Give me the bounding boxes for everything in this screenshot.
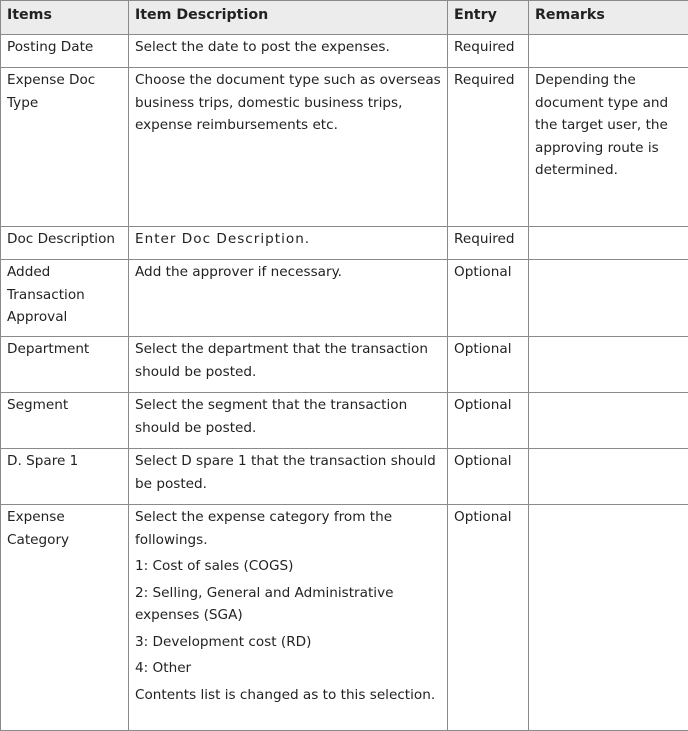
table-row — [1, 337, 688, 393]
cell-item: D. Spare 1 — [1, 449, 129, 505]
cell-entry: Optional — [448, 449, 529, 505]
description-paragraph: 3: Development cost (RD) — [135, 631, 441, 654]
description-paragraph: Contents list is changed as to this selection. — [135, 684, 441, 707]
table-row — [1, 449, 688, 505]
cell-description: Add the approver if necessary. — [129, 260, 448, 337]
cell-description: Select the department that the transaction should be posted. — [129, 337, 448, 393]
cell-remarks: Depending the document type and the target user, the approving route is determined. — [529, 68, 688, 227]
table-row — [1, 35, 688, 68]
header-items: Items — [1, 1, 129, 35]
cell-remarks — [529, 227, 688, 260]
table-row — [1, 505, 688, 731]
table-row — [1, 227, 688, 260]
cell-description: Select D spare 1 that the transaction should be posted. — [129, 449, 448, 505]
cell-description: Choose the document type such as overseas business trips, domestic business trips, expense reimbursements etc. — [129, 68, 448, 227]
header-item-description: Item Description — [129, 1, 448, 35]
cell-entry: Optional — [448, 393, 529, 449]
cell-item: Doc Description — [1, 227, 129, 260]
cell-description: Select the segment that the transaction should be posted. — [129, 393, 448, 449]
cell-entry: Required — [448, 68, 529, 227]
description-paragraph: 4: Other — [135, 657, 441, 680]
description-paragraph: Select the expense category from the followings. — [135, 506, 441, 551]
table-row — [1, 68, 688, 227]
cell-remarks — [529, 260, 688, 337]
cell-entry: Optional — [448, 505, 529, 731]
header-entry: Entry — [448, 1, 529, 35]
cell-remarks — [529, 505, 688, 731]
cell-item: Segment — [1, 393, 129, 449]
cell-item: Added Transaction Approval — [1, 260, 129, 337]
cell-entry: Optional — [448, 337, 529, 393]
cell-entry: Optional — [448, 260, 529, 337]
table-row — [1, 393, 688, 449]
cell-item: Expense Category — [1, 505, 129, 731]
cell-remarks — [529, 449, 688, 505]
description-paragraph: 1: Cost of sales (COGS) — [135, 555, 441, 578]
header-remarks: Remarks — [529, 1, 688, 35]
cell-item: Expense Doc Type — [1, 68, 129, 227]
table-row — [1, 260, 688, 337]
description-paragraph: 2: Selling, General and Administrative expenses (SGA) — [135, 582, 441, 627]
cell-description: Select the date to post the expenses. — [129, 35, 448, 68]
cell-remarks — [529, 393, 688, 449]
cell-entry: Required — [448, 227, 529, 260]
header-row — [1, 1, 688, 35]
cell-entry: Required — [448, 35, 529, 68]
cell-item: Department — [1, 337, 129, 393]
cell-description: Enter Doc Description. — [129, 227, 448, 260]
cell-remarks — [529, 337, 688, 393]
cell-item: Posting Date — [1, 35, 129, 68]
cell-description — [129, 505, 448, 731]
cell-remarks — [529, 35, 688, 68]
